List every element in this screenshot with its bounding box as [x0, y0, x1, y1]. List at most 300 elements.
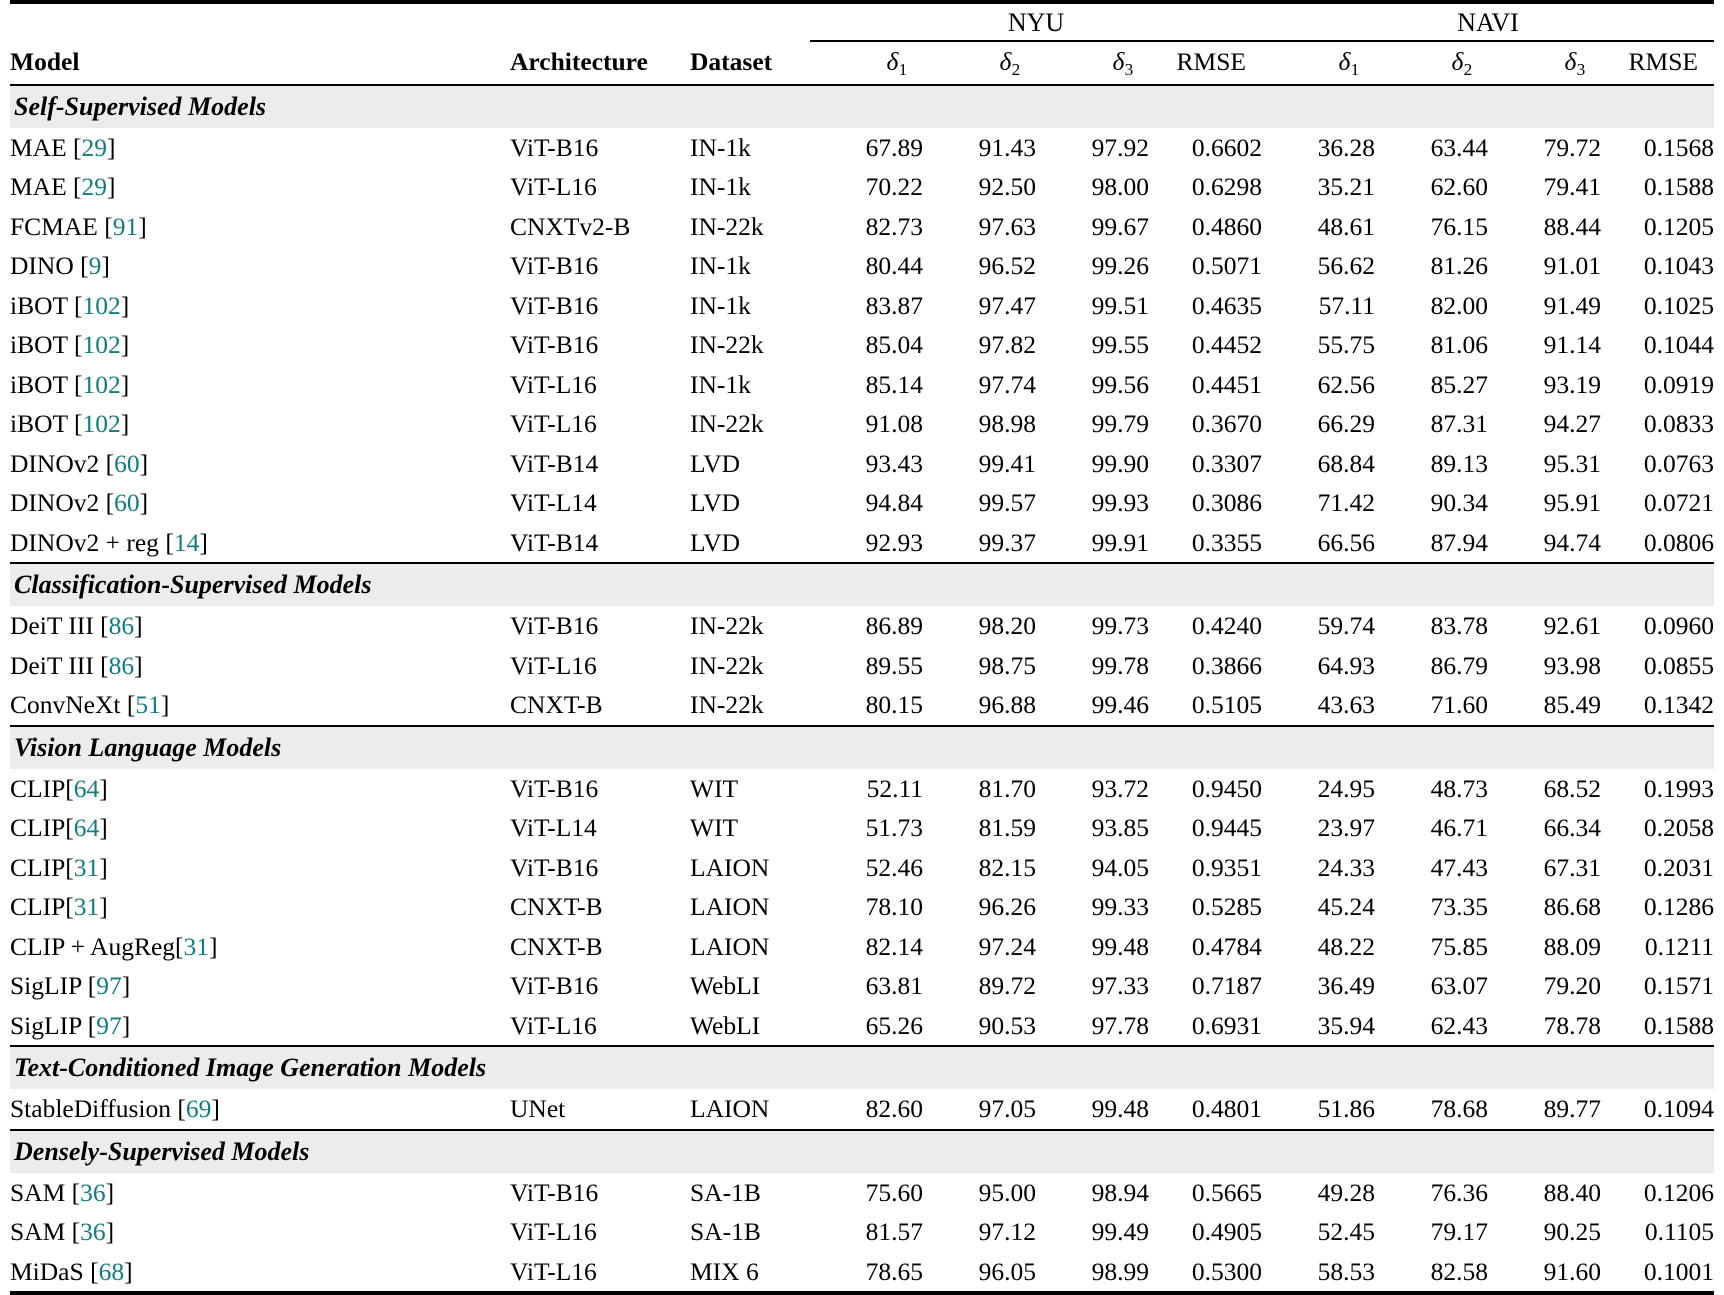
cell-architecture: ViT-L16	[510, 1256, 597, 1286]
citation-bracket-open: [	[65, 813, 74, 842]
cell-navi-metric-3: 0.0855	[1643, 650, 1714, 680]
cell-dataset: IN-1k	[690, 290, 751, 320]
cell-architecture: ViT-B14	[510, 527, 599, 557]
citation-bracket-close: ]	[99, 773, 108, 803]
cell-nyu-metric-1: 97.47	[978, 290, 1036, 320]
cell-navi-metric-3: 0.1588	[1643, 1010, 1714, 1040]
cell-nyu-metric-2: 99.90	[1091, 448, 1149, 478]
cell-nyu-metric-0: 89.55	[865, 650, 923, 680]
cell-nyu-metric-1: 99.57	[978, 488, 1036, 517]
cell-navi-metric-0: 45.24	[1317, 892, 1375, 921]
citation-bracket-close: ]	[199, 527, 208, 557]
cell-dataset: IN-22k	[690, 690, 764, 719]
citation-number[interactable]: 36	[80, 1177, 106, 1207]
cell-navi-metric-0: 55.75	[1317, 330, 1375, 359]
cell-model	[10, 365, 510, 405]
cell-model	[10, 1006, 510, 1047]
cell-navi-metric-1: 63.44	[1430, 132, 1488, 162]
cell-dataset: SA-1B	[690, 1177, 761, 1207]
cell-architecture: ViT-L16	[510, 409, 597, 438]
table-row[interactable]	[10, 404, 1714, 444]
cell-dataset: LVD	[690, 488, 741, 517]
cell-nyu-metric-0: 67.89	[865, 132, 923, 162]
table-row[interactable]	[10, 1173, 1714, 1213]
cell-nyu-metric-2: 99.79	[1091, 409, 1149, 438]
cell-model	[10, 1173, 510, 1213]
cell-navi-metric-2: 95.31	[1543, 448, 1601, 478]
cell-nyu-metric-0: 81.57	[865, 1217, 923, 1246]
citation-number[interactable]: 60	[114, 488, 140, 517]
citation-number[interactable]: 60	[114, 448, 140, 478]
cell-nyu-metric-3: 0.5105	[1191, 690, 1262, 719]
cell-navi-metric-2: 93.19	[1543, 369, 1601, 399]
citation-number[interactable]: 51	[135, 690, 161, 719]
cell-navi-metric-2: 93.98	[1543, 650, 1601, 680]
cell-navi-metric-2: 91.49	[1543, 290, 1601, 320]
cell-navi-metric-1: 63.07	[1430, 971, 1488, 1000]
cell-navi-metric-2: 88.40	[1543, 1177, 1601, 1207]
citation-bracket-close: ]	[120, 369, 130, 399]
cell-model	[10, 444, 510, 484]
citation-number[interactable]: 102	[82, 409, 121, 438]
citation-bracket-close: ]	[139, 488, 149, 517]
cell-model	[10, 1089, 510, 1130]
cell-navi-metric-3: 0.1094	[1643, 1094, 1714, 1123]
citation-bracket-close: ]	[211, 1094, 220, 1123]
cell-navi-metric-0: 56.62	[1317, 251, 1375, 280]
cell-dataset: WIT	[690, 773, 739, 803]
citation-number[interactable]: 86	[108, 611, 135, 640]
citation-bracket-close: ]	[139, 448, 149, 478]
cell-nyu-metric-2: 98.99	[1091, 1256, 1149, 1286]
cell-navi-metric-1: 71.60	[1430, 690, 1488, 719]
cell-navi-metric-0: 68.84	[1317, 448, 1375, 478]
cell-nyu-metric-3: 0.4635	[1191, 290, 1262, 320]
cell-nyu-metric-2: 99.55	[1091, 330, 1149, 359]
citation-number[interactable]: 31	[183, 931, 210, 961]
citation-number[interactable]: 36	[80, 1217, 106, 1246]
model-name: DINO	[10, 251, 74, 280]
cell-nyu-metric-3: 0.6931	[1191, 1010, 1262, 1040]
table-row[interactable]	[10, 769, 1714, 809]
cell-nyu-metric-2: 97.33	[1091, 971, 1149, 1000]
cell-nyu-metric-0: 82.14	[865, 931, 923, 961]
column-header-model: Model	[10, 47, 80, 76]
cell-nyu-metric-2: 99.33	[1091, 892, 1149, 921]
cell-navi-metric-1: 62.43	[1430, 1010, 1488, 1040]
citation-bracket-close: ]	[120, 409, 130, 438]
column-header-delta3-nyu: $\delta_3$	[1112, 47, 1134, 80]
cell-model	[10, 966, 510, 1006]
group-header-nyu: NYU	[810, 4, 1262, 41]
model-name: DeiT III	[10, 650, 94, 680]
cell-navi-metric-2: 66.34	[1543, 813, 1601, 842]
citation-number[interactable]: 102	[82, 330, 121, 359]
cell-nyu-metric-2: 99.48	[1091, 1094, 1149, 1123]
cell-nyu-metric-3: 0.3866	[1191, 650, 1262, 680]
cell-navi-metric-3: 0.0919	[1643, 369, 1714, 399]
cell-navi-metric-3: 0.1568	[1643, 132, 1714, 162]
cell-nyu-metric-0: 52.46	[865, 852, 923, 882]
table-row[interactable]	[10, 523, 1714, 564]
cell-navi-metric-3: 0.0763	[1643, 448, 1714, 478]
cell-nyu-metric-1: 97.82	[978, 330, 1036, 359]
group-header-navi: NAVI	[1262, 4, 1714, 41]
table-row[interactable]	[10, 646, 1714, 686]
cell-navi-metric-3: 0.1001	[1643, 1256, 1714, 1286]
citation-bracket-close: ]	[134, 650, 143, 680]
cell-nyu-metric-3: 0.3086	[1191, 488, 1262, 517]
cell-nyu-metric-2: 97.92	[1091, 132, 1149, 162]
cell-navi-metric-1: 46.71	[1430, 813, 1488, 842]
cell-model	[10, 246, 510, 286]
cell-nyu-metric-3: 0.7187	[1191, 971, 1262, 1000]
cell-model	[10, 1252, 510, 1294]
citation-number[interactable]: 31	[73, 852, 100, 882]
citation-bracket-close: ]	[138, 211, 147, 241]
table-row[interactable]	[10, 848, 1714, 888]
citation-number[interactable]: 97	[96, 1010, 122, 1040]
cell-nyu-metric-0: 93.43	[865, 448, 923, 478]
cell-nyu-metric-1: 97.74	[978, 369, 1036, 399]
cell-model	[10, 207, 510, 247]
cell-nyu-metric-0: 94.84	[865, 488, 923, 517]
cell-model	[10, 808, 510, 848]
cell-dataset: WebLI	[690, 1010, 761, 1040]
cell-navi-metric-1: 47.43	[1430, 852, 1488, 882]
cell-nyu-metric-1: 96.88	[978, 690, 1036, 719]
cell-navi-metric-1: 75.85	[1430, 931, 1488, 961]
cell-navi-metric-2: 79.20	[1543, 971, 1601, 1000]
section-header-row	[10, 564, 1714, 606]
cell-navi-metric-3: 0.1205	[1643, 211, 1714, 241]
cell-dataset: LVD	[690, 527, 741, 557]
cell-nyu-metric-0: 85.04	[865, 330, 923, 359]
citation-bracket-open: [	[87, 1010, 97, 1040]
citation-number[interactable]: 69	[185, 1094, 212, 1123]
cell-navi-metric-2: 67.31	[1543, 852, 1601, 882]
cell-nyu-metric-3: 0.9450	[1191, 773, 1262, 803]
section-title: Classification-Supervised Models	[10, 564, 1714, 606]
section-title: Vision Language Models	[10, 727, 1714, 769]
cell-navi-metric-2: 94.27	[1543, 409, 1601, 438]
citation-number[interactable]: 102	[82, 369, 121, 399]
table-row[interactable]	[10, 483, 1714, 523]
table-row[interactable]	[10, 286, 1714, 326]
cell-navi-metric-2: 91.01	[1543, 251, 1601, 280]
cell-nyu-metric-2: 94.05	[1091, 852, 1149, 882]
cell-navi-metric-0: 66.56	[1317, 527, 1375, 557]
model-name: ConvNeXt	[10, 690, 121, 719]
model-name: StableDiffusion	[10, 1094, 172, 1123]
cell-navi-metric-1: 73.35	[1430, 892, 1488, 921]
table-row[interactable]	[10, 167, 1714, 207]
model-name: iBOT	[10, 290, 68, 320]
section-header-row	[10, 86, 1714, 128]
column-header-rmse-navi: RMSE	[1628, 47, 1698, 76]
citation-number[interactable]: 29	[81, 172, 108, 201]
table-row[interactable]	[10, 128, 1714, 168]
citation-bracket-open: [	[80, 251, 89, 280]
cell-dataset: IN-22k	[690, 611, 764, 640]
cell-nyu-metric-3: 0.3307	[1191, 448, 1262, 478]
cell-navi-metric-2: 68.52	[1543, 773, 1601, 803]
citation-number[interactable]: 102	[82, 290, 121, 320]
table-row[interactable]	[10, 685, 1714, 726]
model-name: MAE	[10, 132, 67, 162]
cell-model	[10, 685, 510, 726]
table-row[interactable]	[10, 808, 1714, 848]
cell-dataset: LAION	[690, 1094, 770, 1123]
citation-bracket-open: [	[74, 330, 83, 359]
citation-bracket-close: ]	[134, 611, 143, 640]
column-header-architecture: Architecture	[510, 47, 648, 76]
cell-nyu-metric-0: 70.22	[865, 172, 923, 201]
table-row[interactable]	[10, 246, 1714, 286]
cell-model	[10, 848, 510, 888]
model-name: CLIP	[10, 852, 66, 882]
cell-dataset: WIT	[690, 813, 739, 842]
group-header-row	[10, 4, 1714, 41]
citation-bracket-close: ]	[160, 690, 170, 719]
cell-navi-metric-2: 89.77	[1543, 1094, 1601, 1123]
cell-nyu-metric-3: 0.5665	[1191, 1177, 1262, 1207]
citation-number[interactable]: 86	[108, 650, 135, 680]
cell-nyu-metric-3: 0.4801	[1191, 1094, 1262, 1123]
cell-nyu-metric-2: 99.46	[1091, 690, 1149, 719]
cell-navi-metric-0: 64.93	[1317, 650, 1375, 680]
citation-bracket-close: ]	[105, 1217, 115, 1246]
table-row[interactable]	[10, 966, 1714, 1006]
citation-bracket-open: [	[87, 971, 97, 1000]
cell-architecture: CNXTv2-B	[510, 211, 631, 241]
cell-nyu-metric-0: 80.15	[865, 690, 923, 719]
citation-bracket-open: [	[74, 290, 83, 320]
citation-bracket-open: [	[100, 611, 109, 640]
cell-navi-metric-0: 51.86	[1317, 1094, 1375, 1123]
cell-navi-metric-2: 88.09	[1543, 931, 1601, 961]
cell-nyu-metric-3: 0.4452	[1191, 330, 1262, 359]
citation-bracket-open: [	[175, 931, 184, 961]
cell-navi-metric-2: 85.49	[1543, 690, 1601, 719]
cell-nyu-metric-3: 0.4451	[1191, 369, 1262, 399]
cell-nyu-metric-2: 99.93	[1091, 488, 1149, 517]
group-header-spacer	[10, 4, 510, 41]
citation-bracket-close: ]	[209, 931, 218, 961]
cell-nyu-metric-3: 0.4784	[1191, 931, 1262, 961]
cell-dataset: IN-22k	[690, 330, 764, 359]
citation-bracket-open: [	[65, 773, 74, 803]
cell-navi-metric-1: 82.58	[1430, 1256, 1488, 1286]
table-row[interactable]	[10, 444, 1714, 484]
cell-nyu-metric-0: 91.08	[865, 409, 923, 438]
cell-navi-metric-3: 0.0833	[1643, 409, 1714, 438]
model-name: iBOT	[10, 330, 68, 359]
cell-model	[10, 167, 510, 207]
cell-nyu-metric-1: 99.41	[978, 448, 1036, 478]
model-name: iBOT	[10, 409, 68, 438]
cell-navi-metric-2: 79.72	[1543, 132, 1601, 162]
cell-model	[10, 483, 510, 523]
model-name: MiDaS	[10, 1256, 84, 1286]
cell-dataset: IN-1k	[690, 172, 751, 201]
model-name: SAM	[10, 1217, 66, 1246]
cell-architecture: CNXT-B	[510, 892, 603, 921]
citation-number[interactable]: 91	[112, 211, 139, 241]
cell-navi-metric-1: 87.94	[1430, 527, 1488, 557]
cell-navi-metric-3: 0.1342	[1643, 690, 1714, 719]
citation-bracket-open: [	[90, 1256, 99, 1286]
table-row[interactable]	[10, 606, 1714, 646]
cell-navi-metric-3: 0.1025	[1643, 290, 1714, 320]
cell-navi-metric-1: 48.73	[1430, 773, 1488, 803]
cell-dataset: IN-1k	[690, 369, 751, 399]
cell-model	[10, 887, 510, 927]
citation-bracket-close: ]	[107, 172, 116, 201]
cell-navi-metric-1: 86.79	[1430, 650, 1488, 680]
citation-bracket-close: ]	[121, 971, 131, 1000]
model-name: CLIP	[10, 773, 66, 803]
cell-navi-metric-1: 81.26	[1430, 251, 1488, 280]
cell-nyu-metric-3: 0.4240	[1191, 611, 1262, 640]
cell-nyu-metric-3: 0.9351	[1191, 852, 1262, 882]
cell-architecture: CNXT-B	[510, 690, 603, 719]
cell-architecture: ViT-B16	[510, 132, 599, 162]
citation-number[interactable]: 97	[96, 971, 122, 1000]
cell-nyu-metric-0: 83.87	[865, 290, 923, 320]
table-row[interactable]	[10, 1212, 1714, 1252]
cell-nyu-metric-3: 0.9445	[1191, 813, 1262, 842]
cell-navi-metric-2: 88.44	[1543, 211, 1601, 241]
cell-nyu-metric-1: 91.43	[978, 132, 1036, 162]
citation-number[interactable]: 14	[173, 527, 200, 557]
cell-nyu-metric-2: 99.48	[1091, 931, 1149, 961]
column-header-delta3-navi: $\delta_3$	[1564, 47, 1586, 80]
cell-nyu-metric-0: 82.73	[865, 211, 923, 241]
cell-navi-metric-3: 0.0960	[1643, 611, 1714, 640]
cell-dataset: LVD	[690, 448, 741, 478]
cell-model	[10, 325, 510, 365]
cell-navi-metric-3: 0.1588	[1643, 172, 1714, 201]
table-row[interactable]	[10, 927, 1714, 967]
cell-nyu-metric-0: 86.89	[865, 611, 923, 640]
citation-number[interactable]: 64	[73, 813, 100, 842]
citation-number[interactable]: 29	[81, 132, 108, 162]
citation-number[interactable]: 31	[73, 892, 100, 921]
cell-nyu-metric-1: 97.12	[978, 1217, 1036, 1246]
cell-navi-metric-0: 23.97	[1317, 813, 1375, 842]
cell-architecture: ViT-B16	[510, 1177, 599, 1207]
column-header-dataset: Dataset	[690, 47, 773, 76]
benchmark-table	[10, 0, 1714, 1295]
cell-dataset: IN-1k	[690, 132, 751, 162]
cell-architecture: ViT-L14	[510, 488, 597, 517]
cell-nyu-metric-2: 99.26	[1091, 251, 1149, 280]
cell-navi-metric-3: 0.1211	[1644, 931, 1714, 961]
cell-nyu-metric-2: 93.72	[1091, 773, 1149, 803]
cell-navi-metric-0: 48.61	[1317, 211, 1375, 241]
model-name: SAM	[10, 1177, 66, 1207]
cell-navi-metric-1: 90.34	[1430, 488, 1488, 517]
citation-bracket-open: [	[100, 650, 109, 680]
cell-nyu-metric-0: 85.14	[865, 369, 923, 399]
table-row[interactable]	[10, 1089, 1714, 1130]
cell-nyu-metric-1: 89.72	[978, 971, 1036, 1000]
cell-nyu-metric-1: 98.75	[978, 650, 1036, 680]
cell-nyu-metric-1: 96.26	[978, 892, 1036, 921]
cell-nyu-metric-0: 80.44	[865, 251, 923, 280]
column-header-rmse-nyu: RMSE	[1176, 47, 1246, 76]
cell-architecture: CNXT-B	[510, 931, 603, 961]
model-name: DINOv2 + reg	[10, 527, 159, 557]
group-header-spacer	[510, 4, 690, 41]
cell-nyu-metric-1: 98.98	[978, 409, 1036, 438]
cell-navi-metric-2: 92.61	[1543, 611, 1601, 640]
cell-navi-metric-0: 24.95	[1317, 773, 1375, 803]
table-row[interactable]	[10, 207, 1714, 247]
cell-nyu-metric-3: 0.5285	[1191, 892, 1262, 921]
cell-nyu-metric-3: 0.4905	[1191, 1217, 1262, 1246]
column-header-delta2-nyu: $\delta_2$	[999, 47, 1021, 80]
section-header-row	[10, 727, 1714, 769]
cell-model	[10, 606, 510, 646]
citation-number[interactable]: 64	[73, 773, 100, 803]
model-name: CLIP	[10, 813, 66, 842]
cell-nyu-metric-2: 98.94	[1091, 1177, 1149, 1207]
citation-bracket-open: [	[126, 690, 136, 719]
citation-number[interactable]: 9	[88, 251, 102, 280]
cell-navi-metric-3: 0.1286	[1643, 892, 1714, 921]
model-name: DINOv2	[10, 448, 100, 478]
cell-nyu-metric-0: 75.60	[865, 1177, 923, 1207]
cell-dataset: MIX 6	[690, 1256, 759, 1286]
cell-architecture: ViT-L16	[510, 650, 597, 680]
model-name: SigLIP	[10, 1010, 82, 1040]
cell-navi-metric-1: 87.31	[1430, 409, 1488, 438]
cell-nyu-metric-2: 99.51	[1091, 290, 1149, 320]
cell-architecture: ViT-B14	[510, 448, 599, 478]
cell-dataset: IN-22k	[690, 211, 764, 241]
cell-architecture: ViT-B16	[510, 773, 599, 803]
cell-navi-metric-0: 24.33	[1317, 852, 1375, 882]
citation-bracket-open: [	[177, 1094, 186, 1123]
model-name: MAE	[10, 172, 67, 201]
cell-dataset: WebLI	[690, 971, 761, 1000]
cell-navi-metric-0: 35.94	[1317, 1010, 1375, 1040]
cell-dataset: SA-1B	[690, 1217, 761, 1246]
cell-dataset: LAION	[690, 892, 770, 921]
table-row[interactable]	[10, 887, 1714, 927]
cell-nyu-metric-0: 63.81	[865, 971, 923, 1000]
cell-model	[10, 1212, 510, 1252]
citation-bracket-close: ]	[121, 1010, 131, 1040]
table-row[interactable]	[10, 1006, 1714, 1047]
section-title: Self-Supervised Models	[10, 86, 1714, 128]
section-header-row	[10, 1047, 1714, 1089]
citation-bracket-open: [	[65, 892, 74, 921]
cell-nyu-metric-1: 95.00	[978, 1177, 1036, 1207]
citation-bracket-open: [	[105, 488, 115, 517]
cell-architecture: ViT-L16	[510, 172, 597, 201]
cell-nyu-metric-1: 96.05	[978, 1256, 1036, 1286]
citation-number[interactable]: 68	[98, 1256, 125, 1286]
table-row[interactable]	[10, 365, 1714, 405]
cell-navi-metric-0: 52.45	[1317, 1217, 1375, 1246]
table-row[interactable]	[10, 1252, 1714, 1294]
citation-bracket-open: [	[74, 369, 83, 399]
table-row[interactable]	[10, 325, 1714, 365]
citation-bracket-open: [	[74, 409, 83, 438]
